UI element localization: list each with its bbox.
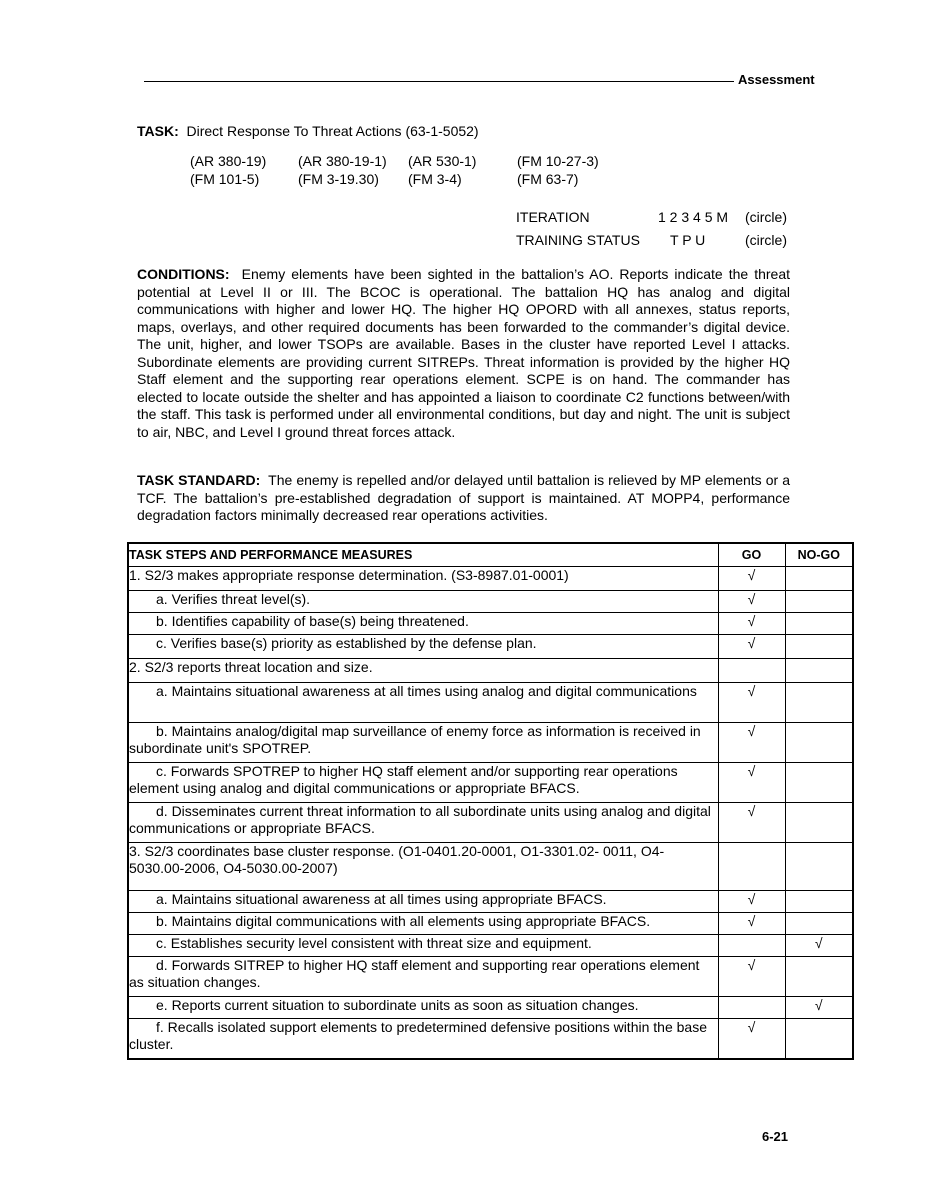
task-line — [137, 123, 479, 139]
table-row — [128, 891, 853, 913]
nogo-mark — [785, 763, 853, 803]
table-row — [128, 1019, 853, 1059]
table-row — [128, 723, 853, 763]
go-mark: √ — [718, 567, 785, 591]
table-row — [128, 763, 853, 803]
go-mark: √ — [718, 891, 785, 913]
reference: (FM 3-19.30) — [298, 171, 379, 187]
task-step-text: f. Recalls isolated support elements to predetermined defensive positions within the base cluster. — [128, 1019, 718, 1059]
task-step-text: a. Maintains situational awareness at all times using appropriate BFACS. — [128, 891, 718, 913]
nogo-mark — [785, 613, 853, 635]
go-mark: √ — [718, 591, 785, 613]
task-step-text: a. Verifies threat level(s). — [128, 591, 718, 613]
nogo-mark — [785, 683, 853, 723]
conditions-label: CONDITIONS: — [137, 266, 230, 282]
steps-column-header: TASK STEPS AND PERFORMANCE MEASURES — [128, 543, 718, 567]
task-step-text: b. Maintains digital communications with all elements using appropriate BFACS. — [128, 913, 718, 935]
table-row — [128, 997, 853, 1019]
task-step-text: b. Maintains analog/digital map surveillance of enemy force as information is received in subordinate unit's SPOTREP. — [128, 723, 718, 763]
task-step-text: b. Identifies capability of base(s) being threatened. — [128, 613, 718, 635]
go-mark: √ — [718, 913, 785, 935]
nogo-mark — [785, 891, 853, 913]
nogo-mark — [785, 843, 853, 891]
go-mark: √ — [718, 635, 785, 659]
table-row — [128, 913, 853, 935]
go-mark — [718, 935, 785, 957]
conditions-text: Enemy elements have been sighted in the battalion’s AO. Reports indicate the threat potential at Level II or III. The BCOC is operational. The battalion HQ has analog and digital communications with higher and lower HQ. The higher HQ OPORD with all annexes, status reports, maps, overlays, and other required documents has been forwarded to the commander’s digital device. The unit, higher, and lower TSOPs are available. Bases in the cluster have reported Level I attacks. Subordinate elements are providing current SITREPs. Threat information is provided by the higher HQ Staff element and the supporting rear operations element. SCPE is on hand. The commander has elected to locate outside the shelter and has appointed a liaison to coordinate C2 functions between/with the staff. This task is performed under all environmental conditions, but day and night. The unit is subject to air, NBC, and Level I ground threat forces attack. — [137, 266, 791, 440]
task-step-text: c. Establishes security level consistent with threat size and equipment. — [128, 935, 718, 957]
nogo-mark — [785, 659, 853, 683]
nogo-mark — [785, 957, 853, 997]
conditions-paragraph — [137, 266, 790, 441]
table-row — [128, 935, 853, 957]
training-status-label: TRAINING STATUS — [516, 232, 640, 248]
section-title: Assessment — [738, 72, 815, 87]
go-mark — [718, 997, 785, 1019]
reference: (AR 530-1) — [408, 153, 477, 169]
task-step-text: a. Maintains situational awareness at all times using analog and digital communications — [128, 683, 718, 723]
reference: (FM 3-4) — [408, 171, 462, 187]
iteration-label: ITERATION — [516, 209, 590, 225]
task-step-text: d. Disseminates current threat information to all subordinate units using analog and digital communications or appropriate BFACS. — [128, 803, 718, 843]
task-label: TASK: — [137, 123, 179, 139]
iteration-values: 1 2 3 4 5 M — [658, 209, 729, 225]
table-row — [128, 843, 853, 891]
task-step-text: c. Forwards SPOTREP to higher HQ staff element and/or supporting rear operations element using analog and digital communications or appropriate BFACS. — [128, 763, 718, 803]
reference: (FM 101-5) — [190, 171, 260, 187]
task-step-text: 3. S2/3 coordinates base cluster response. (O1-0401.20-0001, O1-3301.02- 0011, O4-5030.00-2006, O4-5030.00-2007) — [128, 843, 718, 891]
go-mark: √ — [718, 763, 785, 803]
go-mark: √ — [718, 957, 785, 997]
go-mark: √ — [718, 613, 785, 635]
nogo-mark — [785, 591, 853, 613]
go-mark: √ — [718, 683, 785, 723]
nogo-mark: √ — [785, 997, 853, 1019]
training-status-values: T P U — [670, 232, 706, 248]
nogo-mark — [785, 635, 853, 659]
task-text: Direct Response To Threat Actions (63-1-5052) — [186, 123, 479, 139]
table-row — [128, 591, 853, 613]
task-standard-paragraph — [137, 472, 790, 525]
nogo-mark — [785, 723, 853, 763]
table-row — [128, 957, 853, 997]
task-step-text: d. Forwards SITREP to higher HQ staff element and supporting rear operations element as situation changes. — [128, 957, 718, 997]
reference: (AR 380-19) — [190, 153, 267, 169]
nogo-column-header: NO-GO — [785, 543, 853, 567]
reference: (AR 380-19-1) — [298, 153, 387, 169]
training-status-note: (circle) — [745, 232, 787, 248]
nogo-mark — [785, 1019, 853, 1059]
go-column-header: GO — [718, 543, 785, 567]
go-mark: √ — [718, 723, 785, 763]
table-header-row — [128, 543, 853, 567]
table-row — [128, 567, 853, 591]
nogo-mark — [785, 567, 853, 591]
go-mark — [718, 659, 785, 683]
go-mark: √ — [718, 803, 785, 843]
table-row — [128, 683, 853, 723]
go-mark — [718, 843, 785, 891]
task-standard-text: The enemy is repelled and/or delayed until battalion is relieved by MP elements or a TCF. The battalion’s pre-established degradation of support is maintained. AT MOPP4, performance degradation factors minimally decreased rear operations activities. — [137, 472, 790, 523]
task-steps-table — [127, 542, 854, 1060]
table-row — [128, 803, 853, 843]
table-row — [128, 659, 853, 683]
header-rule — [144, 81, 734, 82]
task-step-text: 2. S2/3 reports threat location and size. — [128, 659, 718, 683]
iteration-note: (circle) — [745, 209, 787, 225]
table-row — [128, 613, 853, 635]
task-step-text: 1. S2/3 makes appropriate response determination. (S3-8987.01-0001) — [128, 567, 718, 591]
reference: (FM 63-7) — [517, 171, 579, 187]
page-number: 6-21 — [762, 1129, 789, 1144]
go-mark: √ — [718, 1019, 785, 1059]
nogo-mark — [785, 803, 853, 843]
nogo-mark: √ — [785, 935, 853, 957]
table-row — [128, 635, 853, 659]
table-body — [128, 567, 853, 1059]
task-step-text: e. Reports current situation to subordinate units as soon as situation changes. — [128, 997, 718, 1019]
reference: (FM 10-27-3) — [517, 153, 599, 169]
task-step-text: c. Verifies base(s) priority as established by the defense plan. — [128, 635, 718, 659]
task-standard-label: TASK STANDARD: — [137, 472, 261, 488]
nogo-mark — [785, 913, 853, 935]
